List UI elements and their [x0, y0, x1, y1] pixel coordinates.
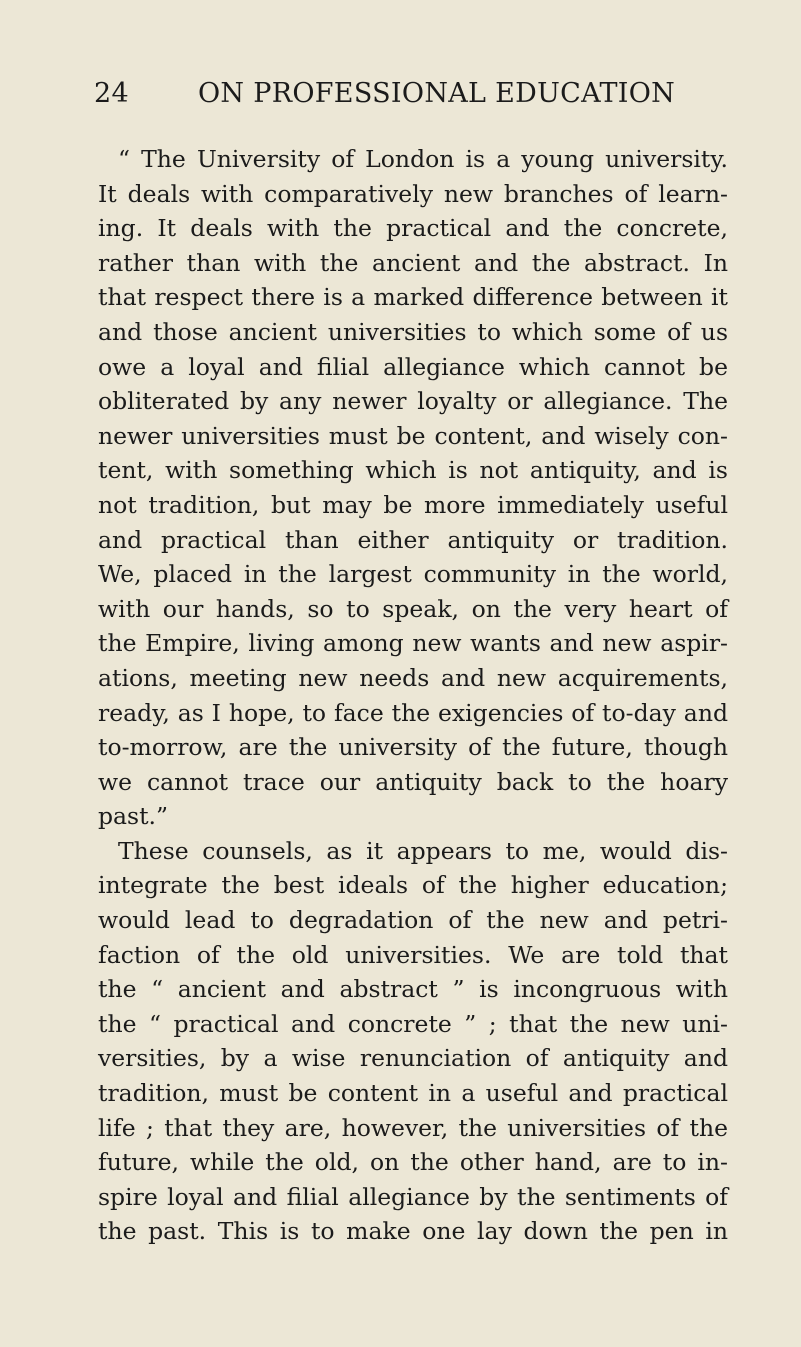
text-line: the “ practical and concrete ” ; that the new uni-	[98, 1009, 728, 1038]
text-line: ing. It deals with the practical and the concrete,	[98, 214, 728, 243]
text-line: not tradition, but may be more immediately useful	[98, 490, 728, 519]
text-line: versities, by a wise renunciation of antiquity and	[98, 1044, 728, 1073]
text-line: would lead to degradation of the new and petri-	[98, 906, 728, 935]
text-line: “ The University of London is a young university.	[118, 145, 728, 173]
running-head	[94, 78, 714, 118]
text-line: life ; that they are, however, the universities of the	[98, 1113, 728, 1142]
text-line: the “ ancient and abstract ” is incongruous with	[98, 975, 728, 1004]
text-line: the Empire, living among new wants and new aspir-	[98, 629, 728, 658]
text-line: tent, with something which is not antiquity, and is	[98, 456, 728, 485]
text-line: that respect there is a marked difference between it	[98, 283, 728, 312]
text-line: rather than with the ancient and the abstract. In	[98, 248, 728, 277]
text-line: tradition, must be content in a useful and practical	[98, 1079, 728, 1108]
text-line: It deals with comparatively new branches of learn-	[98, 179, 728, 208]
text-line: newer universities must be content, and wisely con-	[98, 421, 728, 450]
text-line: integrate the best ideals of the higher education;	[98, 871, 728, 900]
running-title: ON PROFESSIONAL EDUCATION	[198, 78, 676, 109]
text-line: future, while the old, on the other hand, are to in-	[98, 1148, 728, 1177]
text-line: we cannot trace our antiquity back to the hoary	[98, 767, 728, 796]
text-line: to-morrow, are the university of the future, though	[98, 733, 728, 762]
text-line: the past. This is to make one lay down the pen in	[98, 1217, 728, 1246]
text-line: These counsels, as it appears to me, would dis-	[118, 836, 728, 865]
text-line: owe a loyal and filial allegiance which cannot be	[98, 352, 728, 381]
page-number: 24	[94, 78, 129, 109]
text-line: We, placed in the largest community in the world,	[98, 560, 728, 589]
text-line: spire loyal and filial allegiance by the sentiments of	[98, 1182, 728, 1211]
text-line: and those ancient universities to which some of us	[98, 317, 728, 346]
body-text	[98, 142, 728, 1249]
text-line: and practical than either antiquity or tradition.	[98, 525, 728, 554]
text-line: with our hands, so to speak, on the very heart of	[98, 594, 728, 623]
text-line: ready, as I hope, to face the exigencies of to-day and	[98, 698, 728, 727]
text-line: past.”	[98, 802, 169, 831]
text-line: ations, meeting new needs and new acquirements,	[98, 663, 728, 692]
text-line: faction of the old universities. We are told that	[98, 940, 728, 969]
text-line: obliterated by any newer loyalty or allegiance. The	[98, 387, 728, 416]
